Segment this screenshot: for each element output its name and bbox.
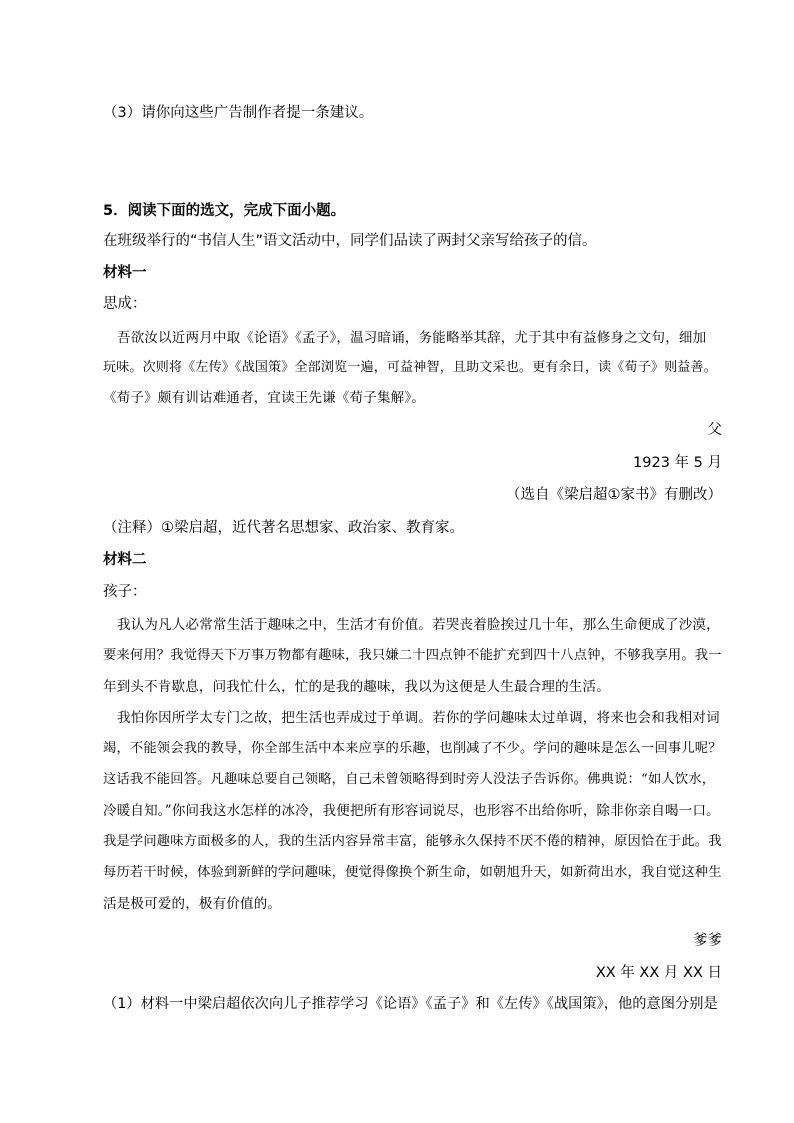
material-1-source: （选自《梁启超①家书》有删改） [506, 487, 722, 503]
intro-text: 在班级举行的“书信人生”语文活动中，同学们品读了两封父亲写给孩子的信。 [103, 233, 597, 249]
material-1-label: 材料一 [103, 265, 147, 281]
material-1-line: 玩味。次则将《左传》《战国策》全部浏览一遍，可益神智，且助文采也。更有余日，读《荀子》则益善。 [103, 360, 717, 375]
material-2-line: 每历若干时候，体验到新鲜的学问趣味，便觉得像换个新生命，如朝旭升天，如新荷出水，我自觉这种生 [103, 865, 722, 880]
material-2-line: 年到头不肯歇息，问我忙什么，忙的是我的趣味，我以为这便是人生最合理的生活。 [103, 679, 610, 695]
material-2-date: XX 年 XX 月 XX 日 [595, 965, 722, 981]
material-2-label: 材料二 [103, 552, 147, 568]
material-1-signature: 父 [707, 422, 722, 438]
material-1-note: （注释）①梁启超，近代著名思想家、政治家、教育家。 [103, 520, 464, 536]
material-1-line: 《荀子》颇有训诂难通者，宜读王先谦《荀子集解》。 [103, 390, 426, 406]
material-1-salutation: 思成： [103, 296, 147, 312]
material-2-line: 竭，不能领会我的教导，你全部生活中本来应享的乐趣，也削减了不少。学问的趣味是怎么一回事儿呢？ [103, 741, 722, 756]
question-3-text: （3）请你向这些广告制作者提一条建议。 [103, 105, 374, 121]
question-5-title: 5．阅读下面的选文，完成下面小题。 [103, 203, 346, 219]
material-2-line: 要来何用？我觉得天下万事万物都有趣味，我只嫌二十四点钟不能扩充到四十八点钟，不够我享用。我一 [103, 648, 722, 663]
material-2-line: 活是极可爱的，极有价值的。 [103, 896, 282, 912]
material-2-line: 我是学问趣味方面极多的人，我的生活内容异常丰富，能够永久保持不厌不倦的精神，原因恰在于此。我 [103, 834, 722, 849]
material-2-line: 冷暖自知。”你问我这水怎样的冰冷，我便把所有形容词说尽，也形容不出给你听，除非你亲自喝一口。 [103, 803, 720, 819]
material-2-salutation: 孩子： [103, 584, 147, 600]
material-2-line: 我认为凡人必常常生活于趣味之中，生活才有价值。若哭丧着脸挨过几十年，那么生命便成了沙漠， [117, 617, 720, 633]
material-1-date: 1923 年 5 月 [633, 455, 722, 471]
question-1-text: （1）材料一中梁启超依次向儿子推荐学习《论语》《孟子》和《左传》《战国策》，他的意图分别是 [103, 996, 718, 1012]
material-1-line: 吾欲汝以近两月中取《论语》《孟子》，温习暗诵，务能略举其辞，尤于其中有益修身之文句，细加 [117, 330, 707, 346]
material-2-line: 这话我不能回答。凡趣味总要自己领略，自己未曾领略得到时旁人没法子告诉你。佛典说：“如人饮水， [103, 772, 716, 787]
material-2-signature: 爹爹 [693, 933, 722, 949]
material-2-line: 我怕你因所学太专门之故，把生活也弄成过于单调。若你的学问趣味太过单调，将来也会和我相对词 [117, 710, 720, 726]
